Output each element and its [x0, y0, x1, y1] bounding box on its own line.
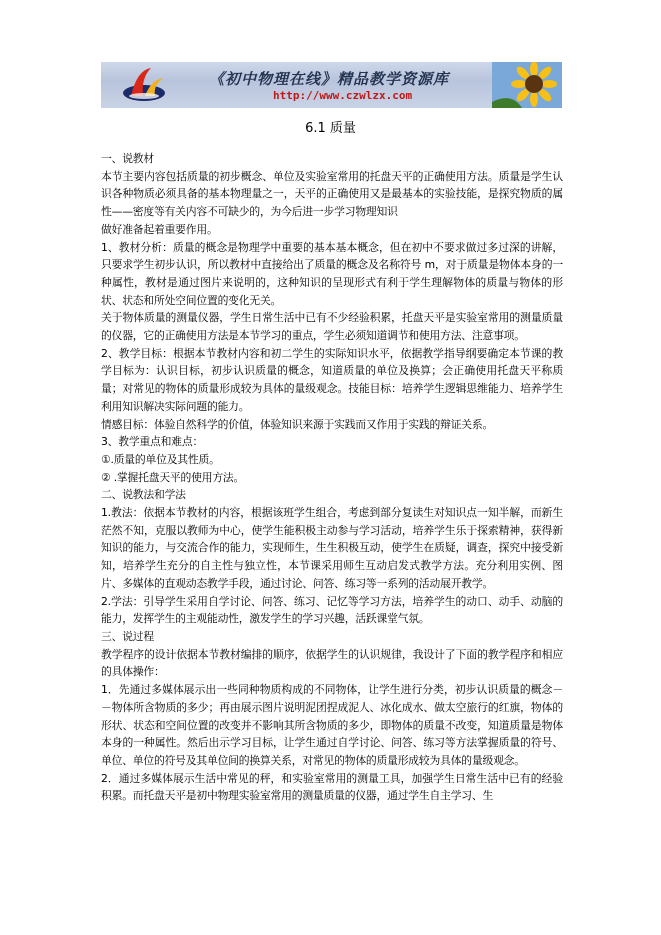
paragraph: 1．先通过多媒体展示出一些同种物质构成的不同物体，让学生进行分类，初步认识质量的概念－－物体所含物质的多少；再由展示图片说明泥团捏成泥人、冰化成水、做太空旅行的红旗，物体的形状、状态和空间位置的改变并不影响其所含物质的多少，即物体的质量不改变，知道质量是物体本身的一种属性。然后出示学习目标，让学生通过自学讨论、问答、练习等方法掌握质量的符号、单位、单位的符号及其单位间的换算关系，对常见的物体的质量形成较为具体的量级观念。 — [101, 683, 563, 767]
paragraph: 1.教法：依据本节教材的内容，根据该班学生组合，考虑到部分复读生对知识点一知半解，而新生茫然不知，克服以教师为中心，使学生能积极主动参与学习活动，培养学生乐于探索精神，获得新知识的能力，与交流合作的能力，实现师生，生生积极互动，使学生在质疑，调查，探究中接受新知，培养学生充分的自主性与独立性，本节课采用师生互动启发式教学方法。充分利用实例、图片、多媒体的直观动态教学手段，通过讨论、问答、练习等一系列的活动展开教学。 — [101, 506, 563, 590]
list-item: ② .掌握托盘天平的使用方法。 — [101, 470, 245, 484]
paragraph: 关于物体质量的测量仪器，学生日常生活中已有不少经验积累，托盘天平是实验室常用的测量质量的仪器，它的正确使用方法是本节学习的重点，学生必须知道调节和使用方法、注意事项。 — [101, 311, 563, 343]
paragraph: 2.学法：引导学生采用自学讨论、问答、练习、记忆等学习方法，培养学生的动口、动手、动脑的能力，发挥学生的主观能动性，激发学生的学习兴趣，活跃课堂气氛。 — [101, 594, 563, 626]
section-heading: 二、说教法和学法 — [101, 488, 186, 502]
paragraph: 做好准备起着重要作用。 — [101, 222, 218, 236]
banner-url[interactable]: http://www.czwlzx.com — [273, 89, 413, 102]
paragraph: 本节主要内容包括质量的初步概念、单位及实验室常用的托盘天平的正确使用方法。质量是学生认识各种物质必须具备的基本物理量之一，天平的正确使用又是最基本的实验技能，是探究物质的属性——密度等有关内容不可缺少的，为今后进一步学习物理知识 — [101, 169, 563, 219]
sunflower-icon — [492, 62, 562, 108]
paragraph: 教学程序的设计依据本节教材编排的顺序，依据学生的认识规律，我设计了下面的教学程序和相应的具体操作： — [101, 647, 563, 679]
document-body — [101, 150, 563, 805]
document-title: 6.1 质量 — [305, 121, 356, 136]
section-heading: 一、说教材 — [101, 152, 154, 165]
banner-title: 《初中物理在线》精品教学资源库 — [209, 70, 450, 88]
header-banner — [101, 62, 562, 108]
site-logo-icon — [121, 66, 167, 104]
paragraph: 2．通过多媒体展示生活中常见的秤，和实验室常用的测量工具，加强学生日常生活中已有的经验积累。而托盘天平是初中物理实验室常用的测量质量的仪器，通过学生自主学习、生 — [101, 771, 563, 803]
paragraph: 情感目标：体验自然科学的价值，体验知识来源于实践而又作用于实践的辩证关系。 — [101, 417, 494, 431]
list-item: ①.质量的单位及其性质。 — [101, 452, 220, 466]
paragraph: 3、教学重点和难点： — [101, 435, 204, 449]
paragraph: 2、教学目标：根据本节教材内容和初二学生的实际知识水平，依据教学指导纲要确定本节课的教学目标为：认识目标，初步认识质量的概念，知道质量的单位及换算；会正确使用托盘天平称质量；对常见的物体的质量形成较为具体的量级观念。技能目标：培养学生逻辑思维能力、培养学生利用知识解决实际问题的能力。 — [101, 346, 563, 413]
paragraph: 1、教材分析：质量的概念是物理学中重要的基本基本概念，但在初中不要求做过多过深的讲解，只要求学生初步认识，所以教材中直接给出了质量的概念及名称符号 m，对于质量是物体本身的一种属性，教材是通过图片来说明的，这种知识的呈现形式有利于学生理解物体的质量与物体的形状、状态和所处空间位置的变化无关。 — [101, 240, 563, 307]
section-heading: 三、说过程 — [101, 629, 154, 643]
